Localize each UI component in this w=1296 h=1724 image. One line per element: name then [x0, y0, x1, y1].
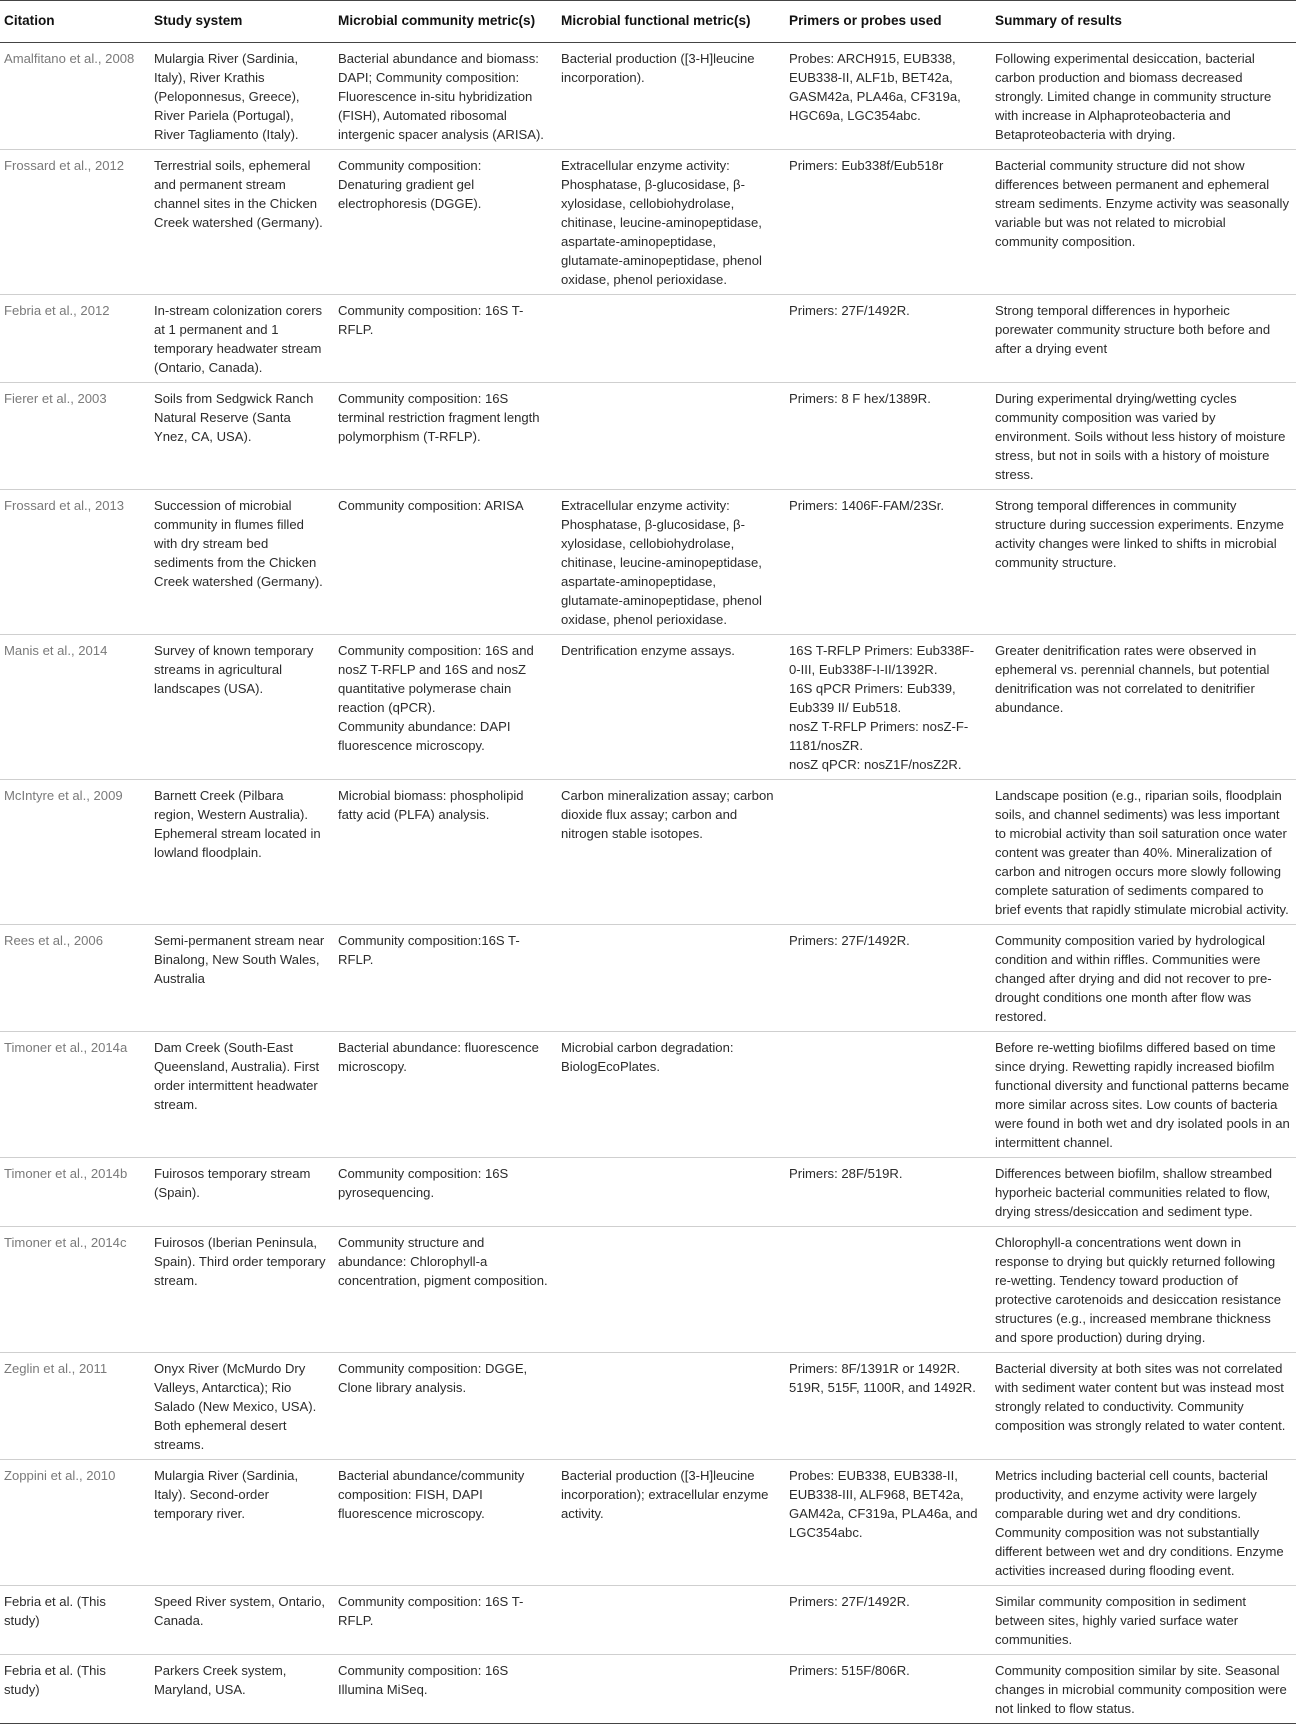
cell-summary: Bacterial community structure did not show differences between permanent and ephemeral stream sediments. Enzyme activity was seasonally variable but was not related to microbial community composition. — [989, 150, 1296, 295]
header-citation: Citation — [0, 1, 148, 43]
cell-primers: Probes: EUB338, EUB338-II, EUB338-III, ALF968, BET42a, GAM42a, CF319a, PLA46a, and LGC354abc. — [783, 1460, 989, 1586]
cell-study-system: Soils from Sedgwick Ranch Natural Reserve (Santa Ynez, CA, USA). — [148, 383, 332, 490]
cell-functional-metric: Extracellular enzyme activity: Phosphatase, β-glucosidase, β-xylosidase, cellobiohydrolase, chitinase, leucine-aminopeptidase, aspartate-aminopeptidase, glutamate-aminopeptidase, phenol oxidase, phenol perioxidase. — [555, 490, 783, 635]
cell-summary: Differences between biofilm, shallow streambed hyporheic bacterial communities related to flow, drying stress/desiccation and sediment type. — [989, 1158, 1296, 1227]
cell-community-metric: Community composition: 16S T-RFLP. — [332, 1586, 555, 1655]
cell-study-system: Semi-permanent stream near Binalong, New South Wales, Australia — [148, 925, 332, 1032]
cell-primers: Primers: 27F/1492R. — [783, 295, 989, 383]
cell-study-system: Speed River system, Ontario, Canada. — [148, 1586, 332, 1655]
cell-summary: Before re-wetting biofilms differed based on time since drying. Rewetting rapidly increased biofilm functional diversity and functional patterns became more similar across sites. Low counts of bacteria were found in both wet and dry isolated pools in an intermittent channel. — [989, 1032, 1296, 1158]
cell-community-metric: Community composition: DGGE, Clone library analysis. — [332, 1353, 555, 1460]
table-row — [0, 1353, 1296, 1460]
cell-community-metric: Bacterial abundance: fluorescence microscopy. — [332, 1032, 555, 1158]
cell-citation: Rees et al., 2006 — [0, 925, 148, 1032]
cell-summary: Greater denitrification rates were observed in ephemeral vs. perennial channels, but potential denitrification was not correlated to denitrifier abundance. — [989, 635, 1296, 780]
cell-community-metric: Community composition: Denaturing gradient gel electrophoresis (DGGE). — [332, 150, 555, 295]
cell-community-metric: Community structure and abundance: Chlorophyll-a concentration, pigment composition. — [332, 1227, 555, 1353]
table-row — [0, 780, 1296, 925]
cell-functional-metric — [555, 925, 783, 1032]
header-summary: Summary of results — [989, 1, 1296, 43]
cell-community-metric: Community composition: 16S terminal restriction fragment length polymorphism (T-RFLP). — [332, 383, 555, 490]
cell-citation: Febria et al., 2012 — [0, 295, 148, 383]
cell-functional-metric: Bacterial production ([3-H]leucine incorporation); extracellular enzyme activity. — [555, 1460, 783, 1586]
cell-community-metric: Bacterial abundance and biomass: DAPI; Community composition: Fluorescence in-situ hybridization (FISH), Automated ribosomal intergenic spacer analysis (ARISA). — [332, 43, 555, 150]
table-row — [0, 1460, 1296, 1586]
table-row — [0, 490, 1296, 635]
cell-citation: Febria et al. (This study) — [0, 1586, 148, 1655]
cell-summary: During experimental drying/wetting cycles community composition was varied by environment. Soils without less history of moisture stress, but not in soils with a history of moisture stress. — [989, 383, 1296, 490]
cell-primers: Probes: ARCH915, EUB338, EUB338-II, ALF1b, BET42a, GASM42a, PLA46a, CF319a, HGC69a, LGC354abc. — [783, 43, 989, 150]
table-row — [0, 635, 1296, 780]
cell-functional-metric — [555, 1586, 783, 1655]
cell-functional-metric — [555, 1353, 783, 1460]
cell-summary: Metrics including bacterial cell counts, bacterial productivity, and enzyme activity were largely comparable during wet and dry conditions. Community composition was not substantially different between wet and dry conditions. Enzyme activities increased during flooding event. — [989, 1460, 1296, 1586]
table-row — [0, 1032, 1296, 1158]
cell-study-system: Mulargia River (Sardinia, Italy), River Krathis (Peloponnesus, Greece), River Pariela (Portugal), River Tagliamento (Italy). — [148, 43, 332, 150]
cell-study-system: Succession of microbial community in flumes filled with dry stream bed sediments from the Chicken Creek watershed (Germany). — [148, 490, 332, 635]
table-row — [0, 383, 1296, 490]
cell-summary: Bacterial diversity at both sites was not correlated with sediment water content but was instead most strongly related to conductivity. Community composition was strongly related to water content. — [989, 1353, 1296, 1460]
table-row — [0, 150, 1296, 295]
cell-summary: Strong temporal differences in hyporheic porewater community structure both before and after a drying event — [989, 295, 1296, 383]
cell-functional-metric: Extracellular enzyme activity: Phosphatase, β-glucosidase, β-xylosidase, cellobiohydrolase, chitinase, leucine-aminopeptidase, aspartate-aminopeptidase, glutamate-aminopeptidase, phenol oxidase, phenol perioxidase. — [555, 150, 783, 295]
cell-primers: Primers: 27F/1492R. — [783, 1586, 989, 1655]
cell-study-system: Terrestrial soils, ephemeral and permanent stream channel sites in the Chicken Creek watershed (Germany). — [148, 150, 332, 295]
cell-summary: Community composition similar by site. Seasonal changes in microbial community composition were not linked to flow status. — [989, 1655, 1296, 1724]
table-row — [0, 1586, 1296, 1655]
cell-primers: Primers: 515F/806R. — [783, 1655, 989, 1724]
cell-functional-metric: Dentrification enzyme assays. — [555, 635, 783, 780]
cell-study-system: Survey of known temporary streams in agricultural landscapes (USA). — [148, 635, 332, 780]
table-row — [0, 43, 1296, 150]
cell-citation: Timoner et al., 2014b — [0, 1158, 148, 1227]
cell-community-metric: Community composition: 16S T-RFLP. — [332, 295, 555, 383]
cell-citation: McIntyre et al., 2009 — [0, 780, 148, 925]
cell-community-metric: Community composition: ARISA — [332, 490, 555, 635]
cell-citation: Fierer et al., 2003 — [0, 383, 148, 490]
cell-community-metric: Community composition:16S T-RFLP. — [332, 925, 555, 1032]
cell-functional-metric — [555, 383, 783, 490]
cell-summary: Following experimental desiccation, bacterial carbon production and biomass decreased strongly. Limited change in community structure with increase in Alphaproteobacteria and Betaproteobacteria with drying. — [989, 43, 1296, 150]
cell-citation: Febria et al. (This study) — [0, 1655, 148, 1724]
cell-citation: Timoner et al., 2014c — [0, 1227, 148, 1353]
header-row — [0, 1, 1296, 43]
header-functional-metric: Microbial functional metric(s) — [555, 1, 783, 43]
cell-citation: Timoner et al., 2014a — [0, 1032, 148, 1158]
table-row — [0, 1227, 1296, 1353]
cell-study-system: Fuirosos temporary stream (Spain). — [148, 1158, 332, 1227]
cell-functional-metric: Carbon mineralization assay; carbon dioxide flux assay; carbon and nitrogen stable isotopes. — [555, 780, 783, 925]
cell-study-system: Dam Creek (South-East Queensland, Australia). First order intermittent headwater stream. — [148, 1032, 332, 1158]
cell-primers: Primers: Eub338f/Eub518r — [783, 150, 989, 295]
cell-study-system: Fuirosos (Iberian Peninsula, Spain). Third order temporary stream. — [148, 1227, 332, 1353]
cell-primers: 16S T-RFLP Primers: Eub338F-0-III, Eub338F-I-II/1392R. 16S qPCR Primers: Eub339, Eub339 II/ Eub518. nosZ T-RFLP Primers: nosZ-F-1181/nosZR. nosZ qPCR: nosZ1F/nosZ2R. — [783, 635, 989, 780]
cell-study-system: Mulargia River (Sardinia, Italy). Second-order temporary river. — [148, 1460, 332, 1586]
cell-community-metric: Bacterial abundance/community composition: FISH, DAPI fluorescence microscopy. — [332, 1460, 555, 1586]
cell-community-metric: Microbial biomass: phospholipid fatty acid (PLFA) analysis. — [332, 780, 555, 925]
cell-functional-metric: Bacterial production ([3-H]leucine incorporation). — [555, 43, 783, 150]
cell-citation: Manis et al., 2014 — [0, 635, 148, 780]
cell-functional-metric — [555, 1227, 783, 1353]
cell-citation: Frossard et al., 2012 — [0, 150, 148, 295]
cell-citation: Zeglin et al., 2011 — [0, 1353, 148, 1460]
cell-community-metric: Community composition: 16S pyrosequencing. — [332, 1158, 555, 1227]
table-header — [0, 1, 1296, 43]
cell-community-metric: Community composition: 16S Illumina MiSeq. — [332, 1655, 555, 1724]
cell-primers: Primers: 8 F hex/1389R. — [783, 383, 989, 490]
cell-summary: Chlorophyll-a concentrations went down in response to drying but quickly returned following re-wetting. Tendency toward production of protective carotenoids and desiccation resistance structures (e.g., increased membrane thickness and spore production) during drying. — [989, 1227, 1296, 1353]
cell-summary: Similar community composition in sediment between sites, highly varied surface water communities. — [989, 1586, 1296, 1655]
header-study-system: Study system — [148, 1, 332, 43]
cell-study-system: In-stream colonization corers at 1 permanent and 1 temporary headwater stream (Ontario, Canada). — [148, 295, 332, 383]
table-row — [0, 1158, 1296, 1227]
cell-citation: Frossard et al., 2013 — [0, 490, 148, 635]
cell-functional-metric: Microbial carbon degradation: BiologEcoPlates. — [555, 1032, 783, 1158]
cell-summary: Community composition varied by hydrological condition and within riffles. Communities were changed after drying and did not recover to pre-drought conditions one month after flow was restored. — [989, 925, 1296, 1032]
cell-study-system: Parkers Creek system, Maryland, USA. — [148, 1655, 332, 1724]
cell-primers: Primers: 27F/1492R. — [783, 925, 989, 1032]
cell-functional-metric — [555, 295, 783, 383]
table-row — [0, 295, 1296, 383]
cell-functional-metric — [555, 1158, 783, 1227]
cell-primers: Primers: 28F/519R. — [783, 1158, 989, 1227]
cell-study-system: Onyx River (McMurdo Dry Valleys, Antarctica); Rio Salado (New Mexico, USA). Both ephemeral desert streams. — [148, 1353, 332, 1460]
cell-primers — [783, 1227, 989, 1353]
cell-summary: Landscape position (e.g., riparian soils, floodplain soils, and channel sediments) was less important to microbial activity than soil saturation once water content was greater than 40%. Mineralization of carbon and nitrogen occurs more slowly following complete saturation of sediments compared to brief events that rapidly stimulate microbial activity. — [989, 780, 1296, 925]
cell-study-system: Barnett Creek (Pilbara region, Western Australia). Ephemeral stream located in lowland floodplain. — [148, 780, 332, 925]
table-row — [0, 925, 1296, 1032]
cell-community-metric: Community composition: 16S and nosZ T-RFLP and 16S and nosZ quantitative polymerase chain reaction (qPCR). Community abundance: DAPI fluorescence microscopy. — [332, 635, 555, 780]
cell-primers: Primers: 8F/1391R or 1492R. 519R, 515F, 1100R, and 1492R. — [783, 1353, 989, 1460]
cell-primers — [783, 780, 989, 925]
cell-summary: Strong temporal differences in community structure during succession experiments. Enzyme activity changes were linked to shifts in microbial community structure. — [989, 490, 1296, 635]
cell-primers: Primers: 1406F-FAM/23Sr. — [783, 490, 989, 635]
header-community-metric: Microbial community metric(s) — [332, 1, 555, 43]
header-primers: Primers or probes used — [783, 1, 989, 43]
cell-citation: Zoppini et al., 2010 — [0, 1460, 148, 1586]
cell-functional-metric — [555, 1655, 783, 1724]
table-body — [0, 43, 1296, 1724]
table-row — [0, 1655, 1296, 1724]
cell-primers — [783, 1032, 989, 1158]
cell-citation: Amalfitano et al., 2008 — [0, 43, 148, 150]
